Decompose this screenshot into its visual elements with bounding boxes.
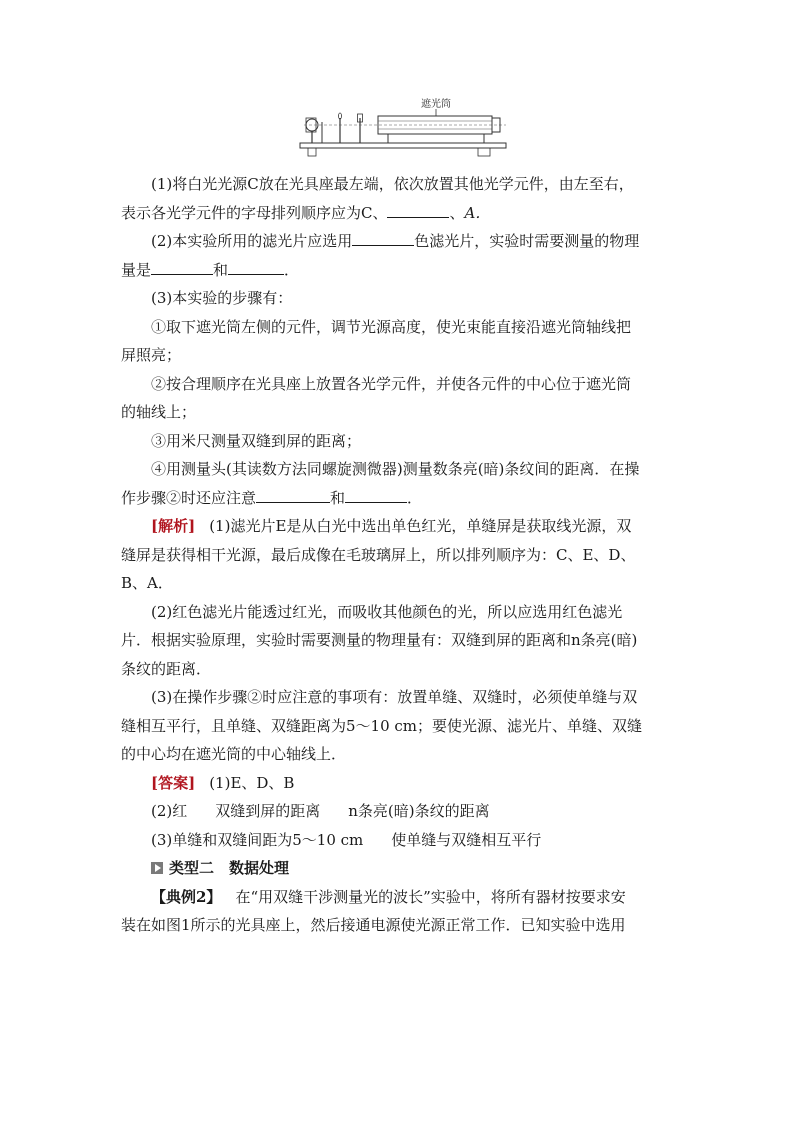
analysis-line-2: 缝屏是获得相干光源，最后成像在毛玻璃屏上，所以排列顺序为：C、E、D、 (121, 545, 636, 564)
analysis-2-line-1: (2)红色滤光片能透过红光，而吸收其他颜色的光，所以应选用红色滤光 (151, 602, 623, 621)
example-label: 【典例2】 (151, 887, 222, 906)
example-line-1: 【典例2】 在“用双缝干涉测量光的波长”实验中，将所有器材按要求安 (151, 887, 626, 906)
document-body (121, 170, 677, 940)
section-heading: 类型二 数据处理 (121, 854, 677, 883)
analysis-3-line-1: (3)在操作步骤②时应注意的事项有：放置单缝、双缝时，必须使单缝与双 (151, 688, 638, 706)
optical-bench-diagram (296, 96, 510, 162)
analysis-line-3: B、A． (121, 574, 173, 592)
step-1-line-2: 屏照亮； (121, 346, 182, 364)
question-1-line-1: (1)将白光光源C放在光具座最左端，依次放置其他光学元件，由左至右， (151, 175, 634, 193)
step-1-line-1: ①取下遮光筒左侧的元件，调节光源高度，使光束能直接沿遮光筒轴线把 (151, 317, 632, 336)
example-line-2: 装在如图1所示的光具座上，然后接通电源使光源正常工作．已知实验中选用 (121, 916, 626, 934)
step-3: ③用米尺测量双缝到屏的距离； (151, 431, 362, 450)
answer-line-2: (2)红 双缝到屏的距离 n条亮(暗)条纹的距离 (151, 802, 490, 820)
question-2-line-1: (2)本实验所用的滤光片应选用 色滤光片，实验时需要测量的物理 (121, 227, 677, 256)
answer-blank (352, 229, 414, 246)
step-2-line-2: 的轴线上； (121, 403, 197, 421)
question-1-line-2: 表示各光学元件的字母排列顺序应为C、 、A． (121, 199, 677, 228)
figure-label: 遮光筒 (421, 99, 451, 110)
analysis-3-line-2: 缝相互平行，且单缝、双缝距离为5～10 cm；要使光源、滤光片、单缝、双缝 (121, 716, 643, 735)
answer-line-3: (3)单缝和双缝间距为5～10 cm 使单缝与双缝相互平行 (151, 830, 542, 849)
step-4-line-2: 作步骤②时还应注意 和 ． (121, 484, 677, 513)
answer-blank (256, 486, 330, 503)
question-3-title: (3)本实验的步骤有： (151, 289, 293, 307)
analysis-2-line-2: 片．根据实验原理，实验时需要测量的物理量有：双缝到屏的距离和n条亮(暗) (121, 631, 638, 649)
step-2-line-1: ②按合理顺序在光具座上放置各光学元件，并使各元件的中心位于遮光筒 (151, 374, 632, 393)
answer-blank (345, 486, 407, 503)
analysis-3-line-3: 的中心均在遮光筒的中心轴线上． (121, 745, 347, 763)
analysis-label: [解析] (151, 517, 196, 535)
answer-blank (228, 258, 284, 275)
answer-blank (151, 258, 213, 275)
answer-label: [答案] (151, 773, 196, 792)
question-2-line-2: 量是 和 ． (121, 256, 677, 285)
bench-rail (300, 143, 506, 148)
analysis-line-1: [解析] (1)滤光片E是从白光中选出单色红光，单缝屏是获取线光源，双 (151, 517, 632, 535)
answer-blank (387, 201, 449, 218)
step-4-line-1: ④用测量头(其读数方法同螺旋测微器)测量数条亮(暗)条纹间的距离．在操 (151, 460, 640, 478)
answer-line-1: [答案] (1)E、D、B (151, 773, 295, 792)
play-triangle-icon (151, 862, 163, 874)
analysis-2-line-3: 条纹的距离． (121, 659, 212, 678)
